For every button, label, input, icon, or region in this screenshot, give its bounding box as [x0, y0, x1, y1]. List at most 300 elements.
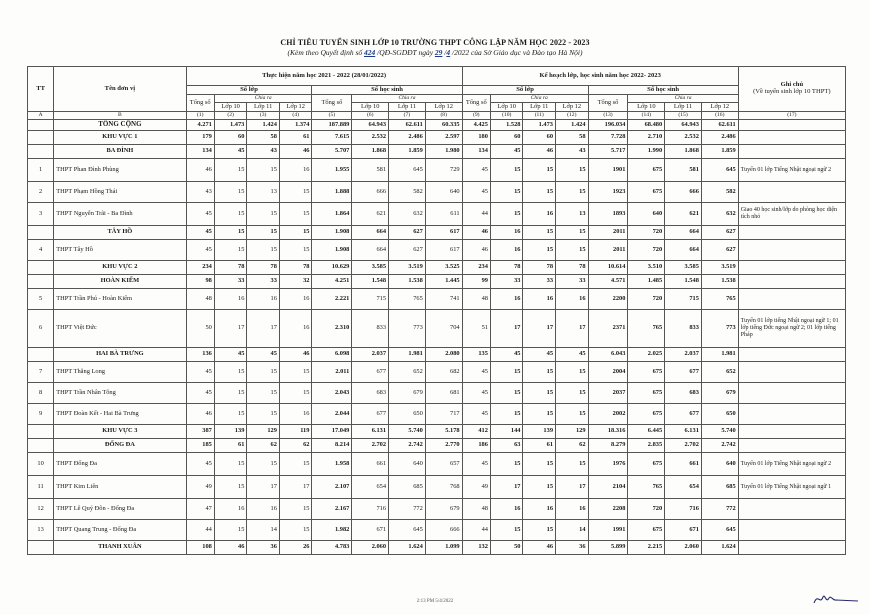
value-cell: 1976	[588, 453, 628, 476]
value-cell: 2.037	[665, 348, 702, 362]
note-cell	[738, 182, 845, 203]
value-cell: 15	[523, 362, 556, 383]
value-cell: 16	[556, 289, 589, 310]
plan-lop-tong: Tổng số	[462, 95, 490, 112]
value-cell: 652	[701, 362, 738, 383]
value-cell: 666	[352, 182, 389, 203]
plan-hs-tong: Tổng số	[588, 95, 628, 112]
grade-11: Lớp 11	[523, 103, 556, 112]
value-cell: 15	[279, 499, 312, 520]
value-cell: 15	[279, 226, 312, 240]
value-cell: 1.982	[312, 520, 352, 541]
row-number	[28, 439, 54, 453]
unit-name: THPT Trần Phú - Hoàn Kiếm	[54, 289, 186, 310]
value-cell: 15	[247, 383, 280, 404]
column-index-cell: (15)	[665, 112, 702, 120]
value-cell: 1.548	[352, 275, 389, 289]
value-cell: 17	[556, 476, 589, 499]
value-cell: 1.958	[312, 453, 352, 476]
unit-name: THPT Phạm Hồng Thái	[54, 182, 186, 203]
value-cell: 45	[523, 348, 556, 362]
value-cell: 61	[214, 439, 247, 453]
value-cell: 13	[247, 182, 280, 203]
value-cell: 7.615	[312, 131, 352, 145]
note-cell	[738, 348, 845, 362]
value-cell: 15	[490, 453, 523, 476]
value-cell: 15	[214, 520, 247, 541]
value-cell: 15	[556, 159, 589, 182]
value-cell: 45	[186, 383, 214, 404]
value-cell: 78	[523, 261, 556, 275]
row-number: 10	[28, 453, 54, 476]
value-cell: 717	[425, 404, 462, 425]
value-cell: 661	[665, 453, 702, 476]
value-cell: 18.316	[588, 425, 628, 439]
value-cell: 715	[665, 289, 702, 310]
value-cell: 675	[628, 404, 665, 425]
grade-11: Lớp 11	[247, 103, 280, 112]
value-cell: 675	[628, 520, 665, 541]
value-cell: 45	[214, 348, 247, 362]
value-cell: 3.519	[389, 261, 426, 275]
value-cell: 772	[389, 499, 426, 520]
value-cell: 44	[462, 520, 490, 541]
value-cell: 664	[665, 240, 702, 261]
value-cell: 46	[462, 226, 490, 240]
value-cell: 1.908	[312, 226, 352, 240]
value-cell: 45	[556, 348, 589, 362]
grade-10: Lớp 10	[214, 103, 247, 112]
value-cell: 2.486	[701, 131, 738, 145]
value-cell: 45	[186, 362, 214, 383]
value-cell: 666	[425, 520, 462, 541]
value-cell: 2104	[588, 476, 628, 499]
value-cell: 139	[214, 425, 247, 439]
column-index-cell: (7)	[389, 112, 426, 120]
unit-name: TỔNG CỘNG	[54, 120, 186, 131]
decision-number: 424	[364, 48, 376, 57]
value-cell: 61	[523, 439, 556, 453]
value-cell: 412	[462, 425, 490, 439]
value-cell: 5.740	[701, 425, 738, 439]
column-index-cell: (3)	[247, 112, 280, 120]
value-cell: 61	[279, 131, 312, 145]
value-cell: 15	[247, 159, 280, 182]
value-cell: 720	[628, 499, 665, 520]
value-cell: 63	[490, 439, 523, 453]
value-cell: 2011	[588, 226, 628, 240]
value-cell: 2.310	[312, 310, 352, 348]
value-cell: 768	[425, 476, 462, 499]
value-cell: 640	[425, 182, 462, 203]
unit-name: THANH XUÂN	[54, 541, 186, 555]
row-number: 11	[28, 476, 54, 499]
value-cell: 16	[556, 499, 589, 520]
value-cell: 15	[523, 476, 556, 499]
unit-name: KHU VỰC 2	[54, 261, 186, 275]
row-number	[28, 120, 54, 131]
subtitle-suffix: /2022 của Sở Giáo dục và Đào tạo Hà Nội)	[450, 48, 583, 57]
row-number: 3	[28, 203, 54, 226]
value-cell: 45	[490, 348, 523, 362]
value-cell: 1.473	[214, 120, 247, 131]
note-cell: Tuyển 01 lớp tiếng Nhật ngoại ngữ 1; 01 lớp tiếng Đức ngoại ngữ 2; 01 lớp tiếng Pháp	[738, 310, 845, 348]
school-row	[28, 159, 846, 182]
note-cell	[738, 541, 845, 555]
school-row	[28, 203, 846, 226]
value-cell: 17	[214, 310, 247, 348]
value-cell: 129	[247, 425, 280, 439]
value-cell: 15	[247, 226, 280, 240]
note-cell: Tuyển 01 lớp Tiếng Nhật ngoại ngữ 2	[738, 453, 845, 476]
value-cell: 675	[628, 159, 665, 182]
value-cell: 10.614	[588, 261, 628, 275]
value-cell: 15	[279, 203, 312, 226]
value-cell: 15	[214, 453, 247, 476]
value-cell: 2208	[588, 499, 628, 520]
note-cell	[738, 120, 845, 131]
school-row	[28, 404, 846, 425]
value-cell: 15	[490, 404, 523, 425]
value-cell: 33	[523, 275, 556, 289]
row-number: 12	[28, 499, 54, 520]
value-cell: 60.335	[425, 120, 462, 131]
value-cell: 15	[490, 182, 523, 203]
value-cell: 45	[490, 145, 523, 159]
value-cell: 180	[462, 131, 490, 145]
value-cell: 51	[462, 310, 490, 348]
value-cell: 78	[214, 261, 247, 275]
value-cell: 581	[352, 159, 389, 182]
value-cell: 46	[186, 404, 214, 425]
note-cell	[738, 145, 845, 159]
value-cell: 134	[186, 145, 214, 159]
value-cell: 8.214	[312, 439, 352, 453]
value-cell: 15	[523, 159, 556, 182]
actual-hs-tong: Tổng số	[312, 95, 352, 112]
note-cell: Tuyển 01 lớp Tiếng Nhật ngoại ngữ 2	[738, 159, 845, 182]
value-cell: 679	[389, 383, 426, 404]
value-cell: 4.251	[312, 275, 352, 289]
value-cell: 15	[490, 520, 523, 541]
note-cell	[738, 240, 845, 261]
value-cell: 1.624	[389, 541, 426, 555]
value-cell: 46	[186, 159, 214, 182]
value-cell: 58	[556, 131, 589, 145]
value-cell: 664	[352, 240, 389, 261]
col-tt: TT	[28, 67, 54, 112]
value-cell: 45	[186, 203, 214, 226]
value-cell: 654	[352, 476, 389, 499]
value-cell: 16	[214, 289, 247, 310]
value-cell: 135	[462, 348, 490, 362]
value-cell: 45	[247, 348, 280, 362]
district-row	[28, 541, 846, 555]
value-cell: 48	[186, 289, 214, 310]
grade-11: Lớp 11	[665, 103, 702, 112]
value-cell: 62.611	[701, 120, 738, 131]
value-cell: 4.271	[186, 120, 214, 131]
value-cell: 679	[701, 383, 738, 404]
value-cell: 15	[556, 182, 589, 203]
value-cell: 1.980	[425, 145, 462, 159]
value-cell: 2002	[588, 404, 628, 425]
value-cell: 1.955	[312, 159, 352, 182]
value-cell: 45	[186, 453, 214, 476]
column-index-cell: (1)	[186, 112, 214, 120]
grade-11: Lớp 11	[389, 103, 426, 112]
value-cell: 1.538	[389, 275, 426, 289]
value-cell: 1.424	[556, 120, 589, 131]
value-cell: 44	[186, 520, 214, 541]
value-cell: 765	[628, 310, 665, 348]
value-cell: 17	[523, 310, 556, 348]
value-cell: 15	[556, 362, 589, 383]
value-cell: 683	[352, 383, 389, 404]
decision-day: 29	[434, 48, 443, 57]
value-cell: 1.981	[701, 348, 738, 362]
column-index-cell: A	[28, 112, 54, 120]
value-cell: 1923	[588, 182, 628, 203]
value-cell: 15	[556, 240, 589, 261]
value-cell: 671	[352, 520, 389, 541]
col-note-title: Ghi chú	[780, 81, 804, 89]
value-cell: 2.037	[352, 348, 389, 362]
value-cell: 64.943	[665, 120, 702, 131]
value-cell: 16	[523, 289, 556, 310]
district-row	[28, 145, 846, 159]
value-cell: 46	[523, 541, 556, 555]
unit-name: THPT Đoàn Kết - Hai Bà Trưng	[54, 404, 186, 425]
value-cell: 652	[389, 362, 426, 383]
school-row	[28, 453, 846, 476]
value-cell: 2.742	[701, 439, 738, 453]
plan-lop-chia: Chia ra	[490, 95, 588, 103]
value-cell: 32	[279, 275, 312, 289]
value-cell: 1.990	[628, 145, 665, 159]
col-note	[738, 67, 845, 112]
value-cell: 15	[214, 383, 247, 404]
school-row	[28, 362, 846, 383]
value-cell: 2.080	[425, 348, 462, 362]
value-cell: 13	[556, 203, 589, 226]
value-cell: 2.060	[665, 541, 702, 555]
unit-name: THPT Nguyễn Trãi - Ba Đình	[54, 203, 186, 226]
value-cell: 15	[214, 159, 247, 182]
value-cell: 6.131	[352, 425, 389, 439]
unit-name: HAI BÀ TRƯNG	[54, 348, 186, 362]
value-cell: 645	[389, 520, 426, 541]
note-cell	[738, 425, 845, 439]
value-cell: 2.215	[628, 541, 665, 555]
district-row	[28, 261, 846, 275]
column-index-cell: (14)	[628, 112, 665, 120]
value-cell: 50	[186, 310, 214, 348]
value-cell: 1.445	[425, 275, 462, 289]
unit-name: KHU VỰC 3	[54, 425, 186, 439]
actual-lop-chia: Chia ra	[214, 95, 312, 103]
value-cell: 1.424	[247, 120, 280, 131]
note-cell	[738, 289, 845, 310]
value-cell: 15	[556, 226, 589, 240]
column-index-cell: (4)	[279, 112, 312, 120]
value-cell: 15	[556, 453, 589, 476]
value-cell: 33	[214, 275, 247, 289]
value-cell: 46	[214, 541, 247, 555]
actual-hs-chia: Chia ra	[352, 95, 462, 103]
subtitle-sep: /	[442, 48, 447, 57]
value-cell: 5.740	[389, 425, 426, 439]
actual-so-hs: Số học sinh	[312, 86, 462, 95]
value-cell: 666	[665, 182, 702, 203]
value-cell: 43	[556, 145, 589, 159]
value-cell: 16	[279, 289, 312, 310]
value-cell: 15	[279, 362, 312, 383]
value-cell: 2.167	[312, 499, 352, 520]
value-cell: 675	[628, 182, 665, 203]
value-cell: 773	[389, 310, 426, 348]
value-cell: 15	[214, 362, 247, 383]
value-cell: 716	[665, 499, 702, 520]
value-cell: 2.702	[352, 439, 389, 453]
decision-month: 4	[446, 48, 451, 57]
value-cell: 60	[214, 131, 247, 145]
note-cell	[738, 226, 845, 240]
value-cell: 1991	[588, 520, 628, 541]
column-index-cell: (10)	[490, 112, 523, 120]
value-cell: 2.011	[312, 362, 352, 383]
note-cell	[738, 383, 845, 404]
value-cell: 645	[701, 159, 738, 182]
value-cell: 15	[490, 159, 523, 182]
value-cell: 640	[701, 453, 738, 476]
value-cell: 15	[279, 240, 312, 261]
value-cell: 1.528	[490, 120, 523, 131]
value-cell: 2.770	[425, 439, 462, 453]
note-cell	[738, 362, 845, 383]
value-cell: 132	[462, 541, 490, 555]
value-cell: 16	[523, 203, 556, 226]
value-cell: 60	[523, 131, 556, 145]
value-cell: 16	[247, 499, 280, 520]
value-cell: 2.742	[389, 439, 426, 453]
note-cell	[738, 275, 845, 289]
value-cell: 6.043	[588, 348, 628, 362]
value-cell: 5.178	[425, 425, 462, 439]
value-cell: 48	[462, 499, 490, 520]
value-cell: 3.510	[628, 261, 665, 275]
value-cell: 716	[352, 499, 389, 520]
value-cell: 15	[279, 520, 312, 541]
value-cell: 657	[425, 453, 462, 476]
unit-name: ĐỐNG ĐA	[54, 439, 186, 453]
row-number	[28, 275, 54, 289]
value-cell: 6.131	[665, 425, 702, 439]
value-cell: 611	[425, 203, 462, 226]
unit-name: HOÀN KIẾM	[54, 275, 186, 289]
unit-name: THPT Thăng Long	[54, 362, 186, 383]
value-cell: 1901	[588, 159, 628, 182]
value-cell: 179	[186, 131, 214, 145]
plan-so-lop: Số lớp	[462, 86, 588, 95]
value-cell: 78	[556, 261, 589, 275]
value-cell: 8.279	[588, 439, 628, 453]
value-cell: 15	[523, 383, 556, 404]
value-cell: 2004	[588, 362, 628, 383]
value-cell: 15	[247, 404, 280, 425]
value-cell: 33	[247, 275, 280, 289]
value-cell: 681	[425, 383, 462, 404]
value-cell: 16	[247, 289, 280, 310]
value-cell: 15	[523, 453, 556, 476]
value-cell: 2.107	[312, 476, 352, 499]
value-cell: 15	[523, 520, 556, 541]
value-cell: 16	[279, 404, 312, 425]
value-cell: 78	[247, 261, 280, 275]
value-cell: 36	[556, 541, 589, 555]
value-cell: 627	[389, 226, 426, 240]
column-index-cell: (11)	[523, 112, 556, 120]
value-cell: 772	[701, 499, 738, 520]
value-cell: 17.049	[312, 425, 352, 439]
value-cell: 720	[628, 226, 665, 240]
unit-name: BA ĐÌNH	[54, 145, 186, 159]
col-note-sub: (Về tuyển sinh lớp 10 THPT)	[753, 88, 831, 95]
value-cell: 46	[523, 145, 556, 159]
district-row	[28, 348, 846, 362]
value-cell: 5.707	[312, 145, 352, 159]
value-cell: 3.519	[701, 261, 738, 275]
school-row	[28, 383, 846, 404]
value-cell: 581	[665, 159, 702, 182]
value-cell: 99	[462, 275, 490, 289]
note-cell	[738, 439, 845, 453]
value-cell: 833	[352, 310, 389, 348]
value-cell: 3.585	[352, 261, 389, 275]
column-index-cell: (6)	[352, 112, 389, 120]
value-cell: 16	[279, 310, 312, 348]
value-cell: 685	[389, 476, 426, 499]
value-cell: 677	[352, 362, 389, 383]
value-cell: 2.702	[665, 439, 702, 453]
value-cell: 715	[352, 289, 389, 310]
unit-name: KHU VỰC 1	[54, 131, 186, 145]
value-cell: 741	[425, 289, 462, 310]
value-cell: 108	[186, 541, 214, 555]
school-row	[28, 240, 846, 261]
subtitle-prefix: (Kèm theo Quyết định số	[287, 48, 364, 57]
row-number	[28, 131, 54, 145]
unit-name: THPT Quang Trung - Đống Đa	[54, 520, 186, 541]
grade-10: Lớp 10	[490, 103, 523, 112]
value-cell: 2011	[588, 240, 628, 261]
value-cell: 15	[214, 404, 247, 425]
note-cell	[738, 499, 845, 520]
unit-name: THPT Trần Nhân Tông	[54, 383, 186, 404]
value-cell: 632	[389, 203, 426, 226]
row-number: 2	[28, 182, 54, 203]
value-cell: 3.585	[665, 261, 702, 275]
value-cell: 1.485	[628, 275, 665, 289]
value-cell: 26	[279, 541, 312, 555]
value-cell: 7.728	[588, 131, 628, 145]
value-cell: 2.532	[352, 131, 389, 145]
value-cell: 2037	[588, 383, 628, 404]
value-cell: 16	[214, 499, 247, 520]
grade-12: Lớp 12	[279, 103, 312, 112]
value-cell: 62	[279, 439, 312, 453]
value-cell: 16	[490, 499, 523, 520]
